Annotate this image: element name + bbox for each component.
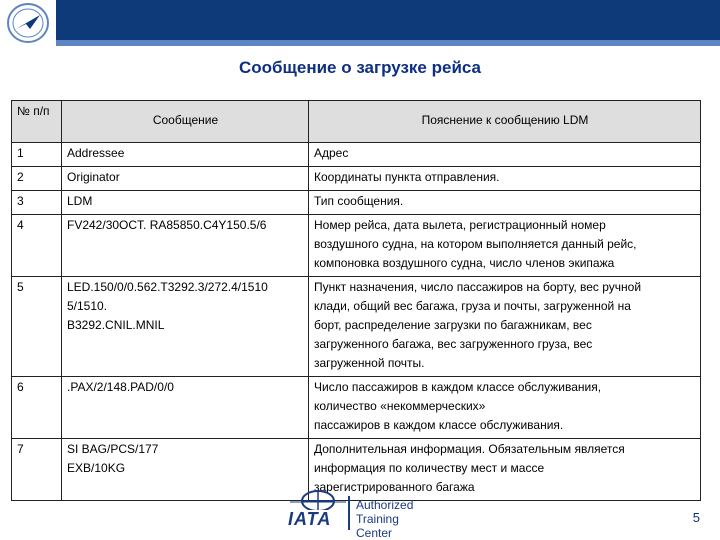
row-message: Originator: [62, 167, 309, 191]
row-number: 2: [12, 167, 62, 191]
row-number: 4: [12, 215, 62, 277]
table-row: [12, 167, 701, 191]
table-header-row: [12, 101, 701, 143]
row-message: Addressee: [62, 143, 309, 167]
table-row: [12, 215, 701, 277]
row-message: .PAX/2/148.PAD/0/0: [62, 377, 309, 439]
row-number: 6: [12, 377, 62, 439]
page-title: Сообщение о загрузке рейса: [238, 58, 482, 77]
row-explanation: Номер рейса, дата вылета, регистрационный номер воздушного судна, на котором выполняется данный рейс, компоновка воздушного судна, число членов экипажа: [309, 215, 701, 277]
row-message: LED.150/0/0.562.T3292.3/272.4/1510 5/1510. B3292.CNIL.MNIL: [62, 277, 309, 377]
row-number: 7: [12, 439, 62, 501]
atc-text: Authorized Training Center: [356, 498, 414, 540]
row-explanation: Число пассажиров в каждом классе обслуживания, количество «некоммерческих» пассажиров в каждом классе обслуживания.: [309, 377, 701, 439]
table-row: [12, 143, 701, 167]
table-row: [12, 191, 701, 215]
row-number: 3: [12, 191, 62, 215]
row-message: SI BAG/PCS/177 EXB/10KG: [62, 439, 309, 501]
plane-emblem-icon: [4, 2, 52, 44]
ldm-table: [11, 100, 701, 501]
row-explanation: Координаты пункта отправления.: [309, 167, 701, 191]
iata-atc-logo: [282, 488, 432, 540]
airline-logo: [0, 0, 56, 46]
table-row: [12, 377, 701, 439]
page-number: 5: [692, 510, 700, 525]
iata-text: IATA: [288, 509, 332, 529]
row-explanation: Пункт назначения, число пассажиров на борту, вес ручной клади, общий вес багажа, груза и почты, загруженной на борт, распределение загрузки по багажникам, вес загруженного багажа, вес загруженного груза, вес загруженной почты.: [309, 277, 701, 377]
header-message: Сообщение: [62, 101, 309, 143]
table-row: [12, 277, 701, 377]
header-num: № п/п: [12, 101, 62, 143]
row-explanation: Адрес: [309, 143, 701, 167]
row-number: 5: [12, 277, 62, 377]
row-message: LDM: [62, 191, 309, 215]
globe-icon: [288, 488, 348, 510]
row-message: FV242/30OCT. RA85850.C4Y150.5/6: [62, 215, 309, 277]
header-band: [56, 0, 720, 40]
header-explanation: Пояснение к сообщению LDM: [309, 101, 701, 143]
row-explanation: Тип сообщения.: [309, 191, 701, 215]
row-number: 1: [12, 143, 62, 167]
row-explanation: Дополнительная информация. Обязательным является информация по количеству мест и массе зарегистрированного багажа: [309, 439, 701, 501]
